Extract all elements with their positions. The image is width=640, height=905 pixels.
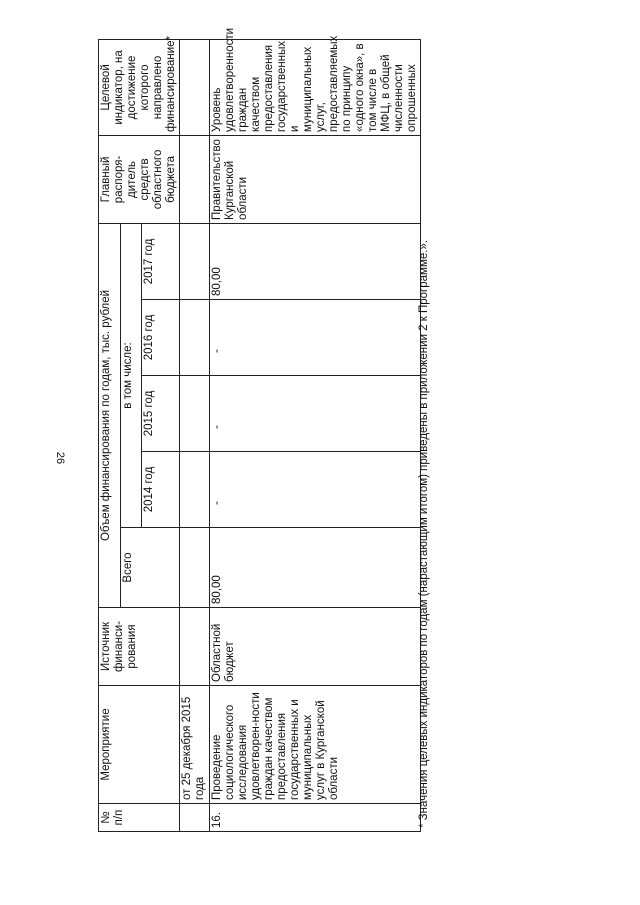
- page-number: 26: [54, 451, 66, 465]
- cell-manager: Правительство Курганской области: [210, 135, 421, 223]
- cell-source: Областной бюджет: [210, 608, 421, 686]
- cell-total: 80,00: [210, 528, 421, 608]
- financing-table: [98, 27, 421, 832]
- header-2017: 2017 год: [142, 223, 180, 299]
- header-num: № п/п: [99, 804, 180, 832]
- footnote: * Значения целевых индикаторов по годам (нарастающим итогом) приведены в приложении 2 к Программе.».: [418, 239, 430, 828]
- header-source: Источник финанси-рования: [99, 608, 180, 686]
- header-total: Всего: [121, 528, 180, 608]
- table-row-continuation: [180, 39, 210, 831]
- header-event: Мероприятие: [99, 686, 180, 804]
- header-2015: 2015 год: [142, 376, 180, 452]
- header-manager: Главный распоря-дитель средств областного бюджета: [99, 135, 180, 223]
- header-2014: 2014 год: [142, 452, 180, 528]
- table-row: [210, 39, 421, 831]
- cell-2017: 80,00: [210, 223, 421, 299]
- cell-event: Проведение социологического исследования удовлетворен-ности граждан качеством предоставления государственных и муниципальных услуг в Курганской области: [210, 686, 421, 804]
- header-volume: Объем финансирования по годам, тыс. рублей: [99, 223, 121, 607]
- cell-num: 16.: [210, 804, 421, 832]
- cell-continuation-event: от 25 декабря 2015 года: [180, 686, 210, 804]
- header-including: в том числе:: [121, 223, 142, 527]
- cell-2015: -: [210, 376, 421, 452]
- header-2016: 2016 год: [142, 300, 180, 376]
- rotated-table-container: [98, 27, 418, 832]
- cell-indicator: Уровень удовлетворенности граждан качеством предоставления государственных и муниципальных услуг, предоставляемых по принципу «одного окна», в том числе в МФЦ, в общей численности опрошенных: [210, 39, 421, 135]
- header-indicator: Целевой индикатор, на достижение которого направлено финансирование*: [99, 39, 180, 135]
- cell-2016: -: [210, 300, 421, 376]
- cell-2014: -: [210, 452, 421, 528]
